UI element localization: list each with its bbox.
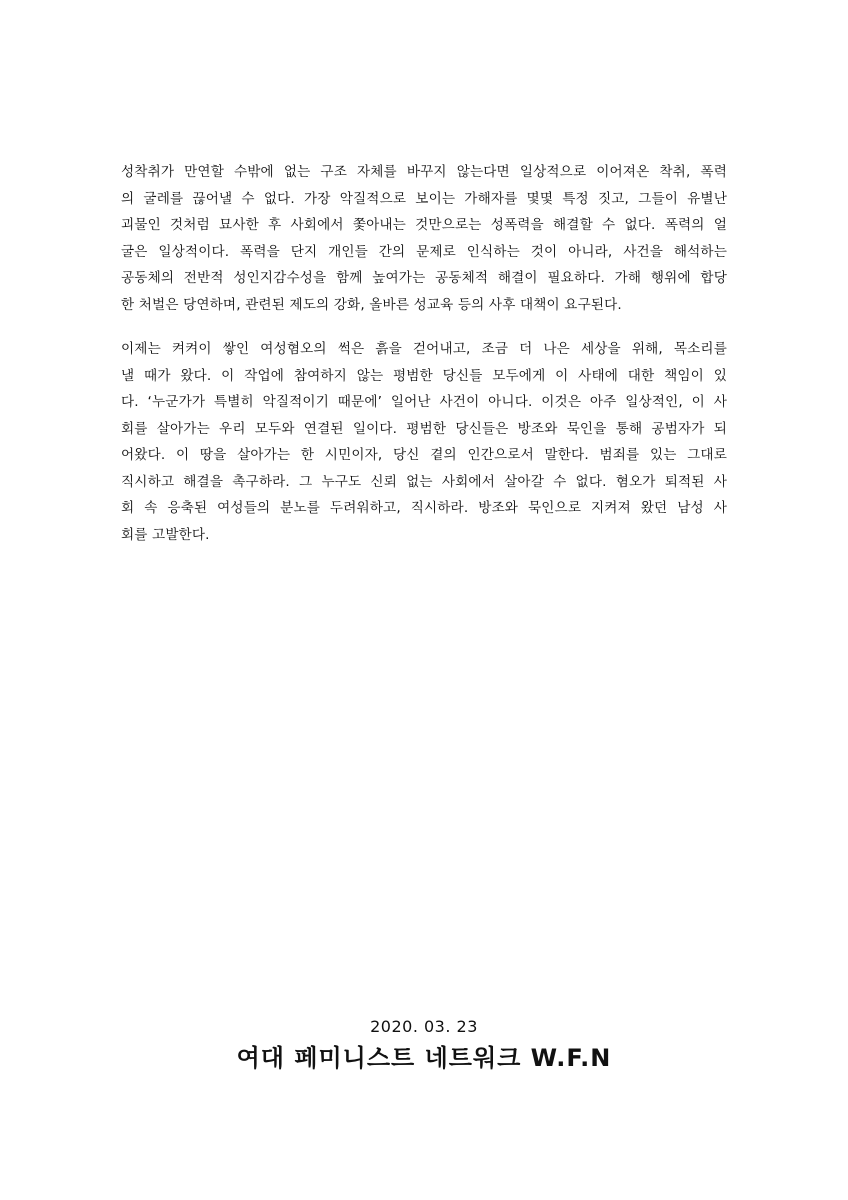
paragraph-line: 회를 살아가는 우리 모두와 연결된 일이다. 평범한 당신들은 방조와 묵인을 통해 공범자가 되 (121, 420, 727, 437)
paragraph-line: 직시하고 해결을 촉구하라. 그 누구도 신뢰 없는 사회에서 살아갈 수 없다. 혐오가 퇴적된 사 (121, 473, 727, 490)
organization-signature: 여대 페미니스트 네트워크 W.F.N (236, 1044, 612, 1072)
paragraph-line: 회 속 응축된 여성들의 분노를 두려워하고, 직시하라. 방조와 묵인으로 지켜져 왔던 남성 사 (121, 500, 727, 516)
document-date: 2020. 03. 23 (370, 1017, 478, 1036)
paragraph-line: 회를 고발한다. (121, 526, 210, 543)
paragraph-line: 의 굴레를 끊어낼 수 없다. 가장 악질적으로 보이는 가해자를 몇몇 특정 짓고, 그들이 유별난 (121, 190, 727, 207)
paragraph-line: 굴은 일상적이다. 폭력을 단지 개인들 간의 문제로 인식하는 것이 아니라, 사건을 해석하는 (121, 243, 727, 260)
paragraph-line: 성착취가 만연할 수밖에 없는 구조 자체를 바꾸지 않는다면 일상적으로 이어져온 착취, 폭력 (121, 164, 727, 180)
paragraph-line: 다. ‘누군가가 특별히 악질적이기 때문에’ 일어난 사건이 아니다. 이것은 아주 일상적인, 이 사 (121, 394, 727, 410)
paragraph-line: 한 처벌은 당연하며, 관련된 제도의 강화, 올바른 성교육 등의 사후 대책이 요구된다. (121, 296, 622, 313)
paragraph-line: 어왔다. 이 땅을 살아가는 한 시민이자, 당신 곁의 인간으로서 말한다. 범죄를 있는 그대로 (121, 447, 727, 463)
paragraph-line: 이제는 켜켜이 쌓인 여성혐오의 썩은 흙을 걷어내고, 조금 더 나은 세상을 위해, 목소리를 (121, 341, 727, 357)
paragraph-1 (121, 159, 727, 318)
paragraph-2 (121, 336, 727, 548)
paragraph-line: 괴물인 것처럼 묘사한 후 사회에서 쫓아내는 것만으로는 성폭력을 해결할 수 없다. 폭력의 얼 (121, 217, 727, 233)
paragraph-line: 낼 때가 왔다. 이 작업에 참여하지 않는 평범한 당신들 모두에게 이 사태에 대한 책임이 있 (121, 367, 727, 384)
paragraph-line: 공동체의 전반적 성인지감수성을 함께 높여가는 공동체적 해결이 필요하다. 가해 행위에 합당 (121, 270, 727, 286)
